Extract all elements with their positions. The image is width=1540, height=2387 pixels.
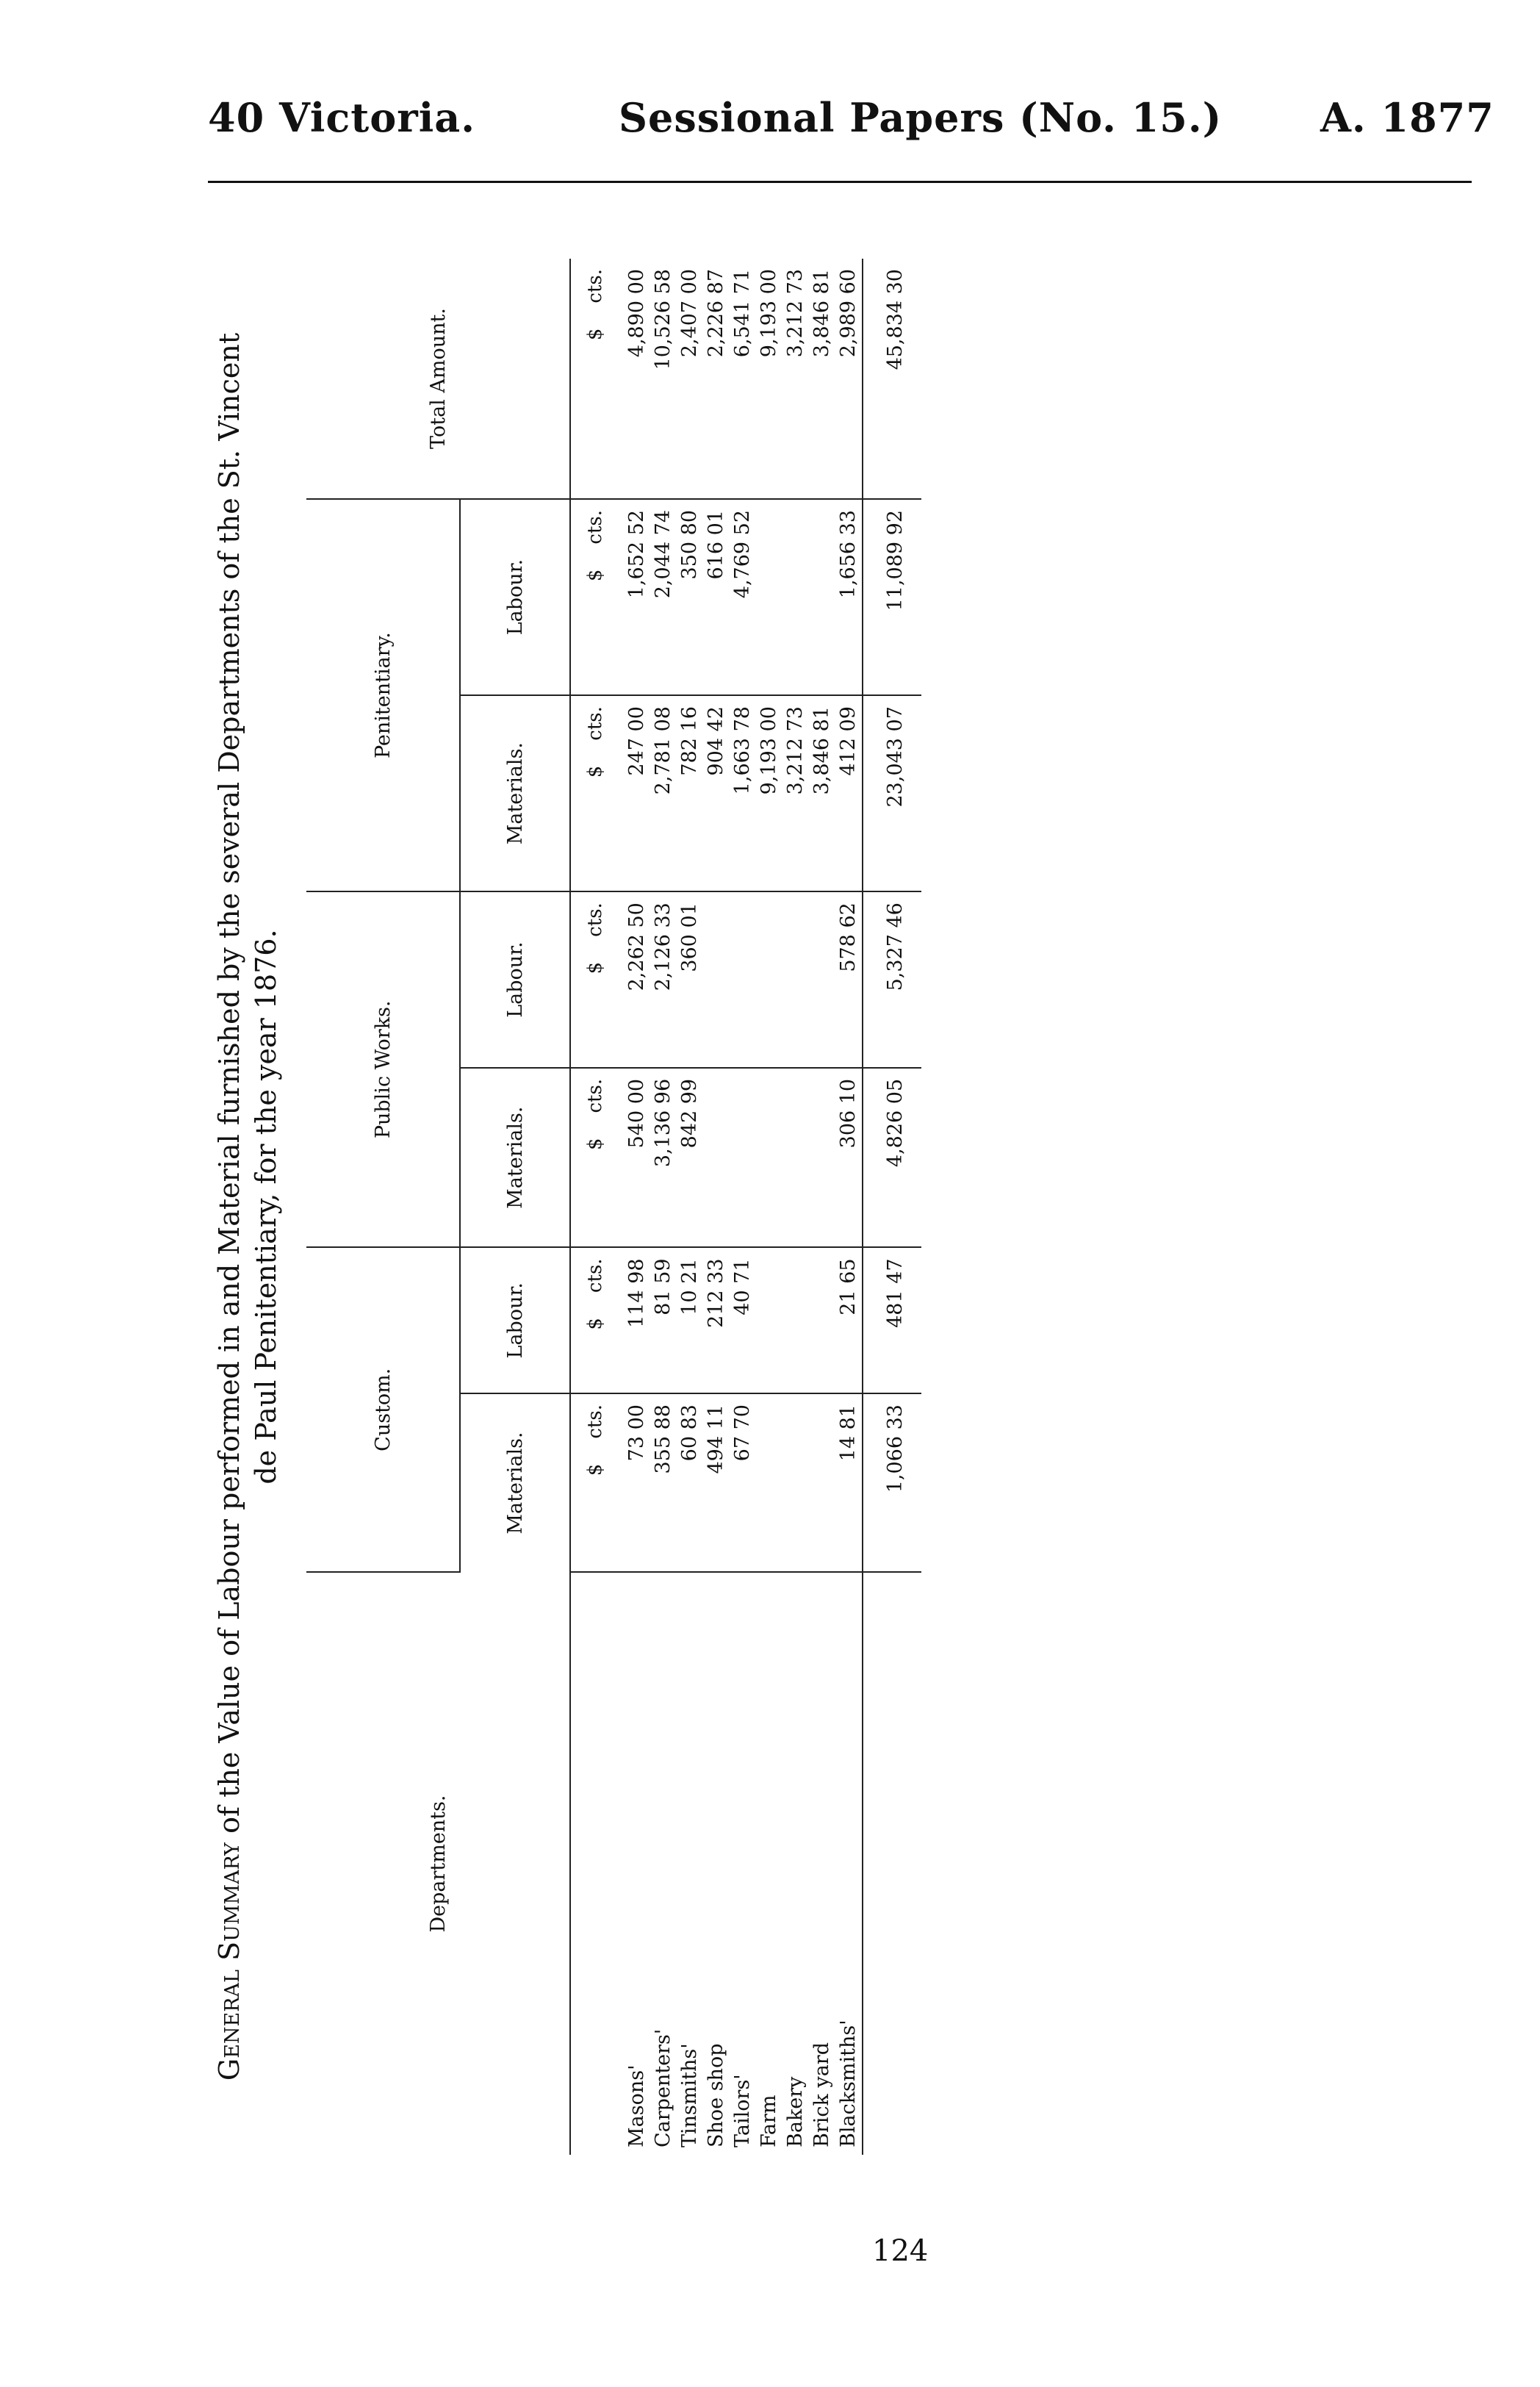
cell-custom-labour: 114 98 [624,1247,650,1393]
cell-penitentiary-labour: 2,044 74 [650,499,677,695]
cell-public-works-labour [703,891,730,1068]
cell-penitentiary-labour [809,499,835,695]
cell-public-works-labour: 360 01 [677,891,703,1068]
unit-cts: cts. [584,1258,606,1293]
cell-total-amount: 2,989 60 [835,259,863,499]
grand-total: 45,834 30 [863,259,921,499]
unit-row [570,259,624,2155]
department-name: Tinsmiths' [678,2043,701,2147]
col-custom-labour: Labour. [460,1247,570,1393]
department-name: Shoe shop [705,2043,727,2147]
department-name: Carpenters' [652,2028,674,2147]
running-header-right: A. 1877 [1320,94,1494,141]
cell-custom-labour [809,1247,835,1393]
table-title [211,215,284,2199]
cell-custom-labour: 21 65 [835,1247,863,1393]
cell-total-amount: 10,526 58 [650,259,677,499]
unit-cts: cts. [584,1404,606,1439]
cell-custom-labour: 212 33 [703,1247,730,1393]
cell-total-amount: 2,407 00 [677,259,703,499]
cell-public-works-materials: 3,136 96 [650,1068,677,1248]
table-row [756,259,782,2155]
table-row [782,259,809,2155]
cell-custom-materials [756,1393,782,1572]
unit-dollar: $ [584,569,606,582]
table-row [677,259,703,2155]
col-departments: Departments. [306,1572,570,2155]
cell-public-works-labour [809,891,835,1068]
cell-penitentiary-materials: 3,846 81 [809,695,835,891]
cell-penitentiary-labour: 1,652 52 [624,499,650,695]
cell-custom-materials: 355 88 [650,1393,677,1572]
department-name: Brick yard [810,2042,833,2147]
unit-dollar: $ [584,1463,606,1476]
cell-penitentiary-materials: 904 42 [703,695,730,891]
cell-penitentiary-labour: 4,769 52 [730,499,756,695]
header-rule [208,181,1472,183]
col-public-works-materials: Materials. [460,1068,570,1248]
title-line-2: de Paul Penitentiary, for the year 1876. [250,929,282,1485]
cell-public-works-materials: 306 10 [835,1068,863,1248]
cell-penitentiary-materials: 1,663 78 [730,695,756,891]
cell-public-works-materials [809,1068,835,1248]
cell-penitentiary-materials: 782 16 [677,695,703,891]
cell-penitentiary-materials: 247 00 [624,695,650,891]
cell-public-works-labour [730,891,756,1068]
unit-cts: cts. [584,706,606,741]
department-name: Bakery [784,2076,807,2147]
unit-cts: cts. [584,902,606,937]
total-public-works-materials: 4,826 05 [863,1068,921,1248]
cell-penitentiary-labour: 616 01 [703,499,730,695]
col-penitentiary-labour: Labour. [460,499,570,695]
cell-custom-materials: 67 70 [730,1393,756,1572]
unit-dollar: $ [584,1318,606,1330]
running-header-left: 40 Victoria. [208,94,476,141]
cell-penitentiary-materials: 9,193 00 [756,695,782,891]
cell-total-amount: 6,541 71 [730,259,756,499]
department-name: Farm [758,2095,780,2147]
table-row [703,259,730,2155]
cell-total-amount: 9,193 00 [756,259,782,499]
table-row [730,259,756,2155]
cell-penitentiary-materials: 412 09 [835,695,863,891]
cell-public-works-materials: 842 99 [677,1068,703,1248]
cell-custom-materials [809,1393,835,1572]
cell-penitentiary-labour: 1,656 33 [835,499,863,695]
cell-public-works-labour: 578 62 [835,891,863,1068]
total-public-works-labour: 5,327 46 [863,891,921,1068]
col-public-works: Public Works. [306,891,460,1247]
col-penitentiary: Penitentiary. [306,499,460,891]
department-name: Masons' [625,2064,648,2147]
col-public-works-labour: Labour. [460,891,570,1068]
page-number: 124 [872,2234,929,2268]
cell-total-amount: 3,846 81 [809,259,835,499]
unit-dollar: $ [584,765,606,778]
unit-dollar: $ [584,328,606,341]
col-penitentiary-materials: Materials. [460,695,570,891]
cell-total-amount: 2,226 87 [703,259,730,499]
cell-public-works-labour [756,891,782,1068]
department-name: Blacksmiths' [837,2020,860,2147]
table-row [835,259,863,2155]
table-row [650,259,677,2155]
unit-cts: cts. [584,269,606,304]
unit-dollar: $ [584,1138,606,1151]
cell-public-works-materials: 540 00 [624,1068,650,1248]
cell-penitentiary-labour [782,499,809,695]
cell-public-works-labour: 2,262 50 [624,891,650,1068]
total-penitentiary-labour: 11,089 92 [863,499,921,695]
col-total-amount: Total Amount. [306,259,570,499]
cell-penitentiary-labour: 350 80 [677,499,703,695]
cell-custom-materials [782,1393,809,1572]
table-row [809,259,835,2155]
cell-total-amount: 3,212 73 [782,259,809,499]
total-custom-labour: 481 47 [863,1247,921,1393]
totals-row [863,259,921,2155]
cell-custom-materials: 14 81 [835,1393,863,1572]
cell-custom-labour [756,1247,782,1393]
cell-custom-labour: 10 21 [677,1247,703,1393]
col-custom: Custom. [306,1247,460,1572]
col-custom-materials: Materials. [460,1393,570,1572]
cell-penitentiary-materials: 2,781 08 [650,695,677,891]
cell-custom-labour [782,1247,809,1393]
cell-public-works-labour [782,891,809,1068]
cell-public-works-materials [756,1068,782,1248]
cell-custom-materials: 494 11 [703,1393,730,1572]
cell-penitentiary-labour [756,499,782,695]
cell-public-works-materials [782,1068,809,1248]
cell-custom-labour: 81 59 [650,1247,677,1393]
cell-custom-materials: 60 83 [677,1393,703,1572]
cell-public-works-materials [730,1068,756,1248]
title-line-1: of the Value of Labour performed in and Material furnished by the several Departments of the St. Vincent [213,332,245,1834]
title-lead: General Summary [213,1842,245,2081]
department-name: Tailors' [731,2074,754,2147]
unit-cts: cts. [584,509,606,545]
cell-public-works-materials [703,1068,730,1248]
rotated-page-content [211,215,1004,2268]
unit-cts: cts. [584,1078,606,1113]
running-header-center: Sessional Papers (No. 15.) [619,94,1223,141]
cell-penitentiary-materials: 3,212 73 [782,695,809,891]
cell-public-works-labour: 2,126 33 [650,891,677,1068]
unit-dollar: $ [584,961,606,974]
total-custom-materials: 1,066 33 [863,1393,921,1572]
summary-table [306,259,921,2155]
total-penitentiary-materials: 23,043 07 [863,695,921,891]
cell-total-amount: 4,890 00 [624,259,650,499]
cell-custom-materials: 73 00 [624,1393,650,1572]
table-row [624,259,650,2155]
cell-custom-labour: 40 71 [730,1247,756,1393]
